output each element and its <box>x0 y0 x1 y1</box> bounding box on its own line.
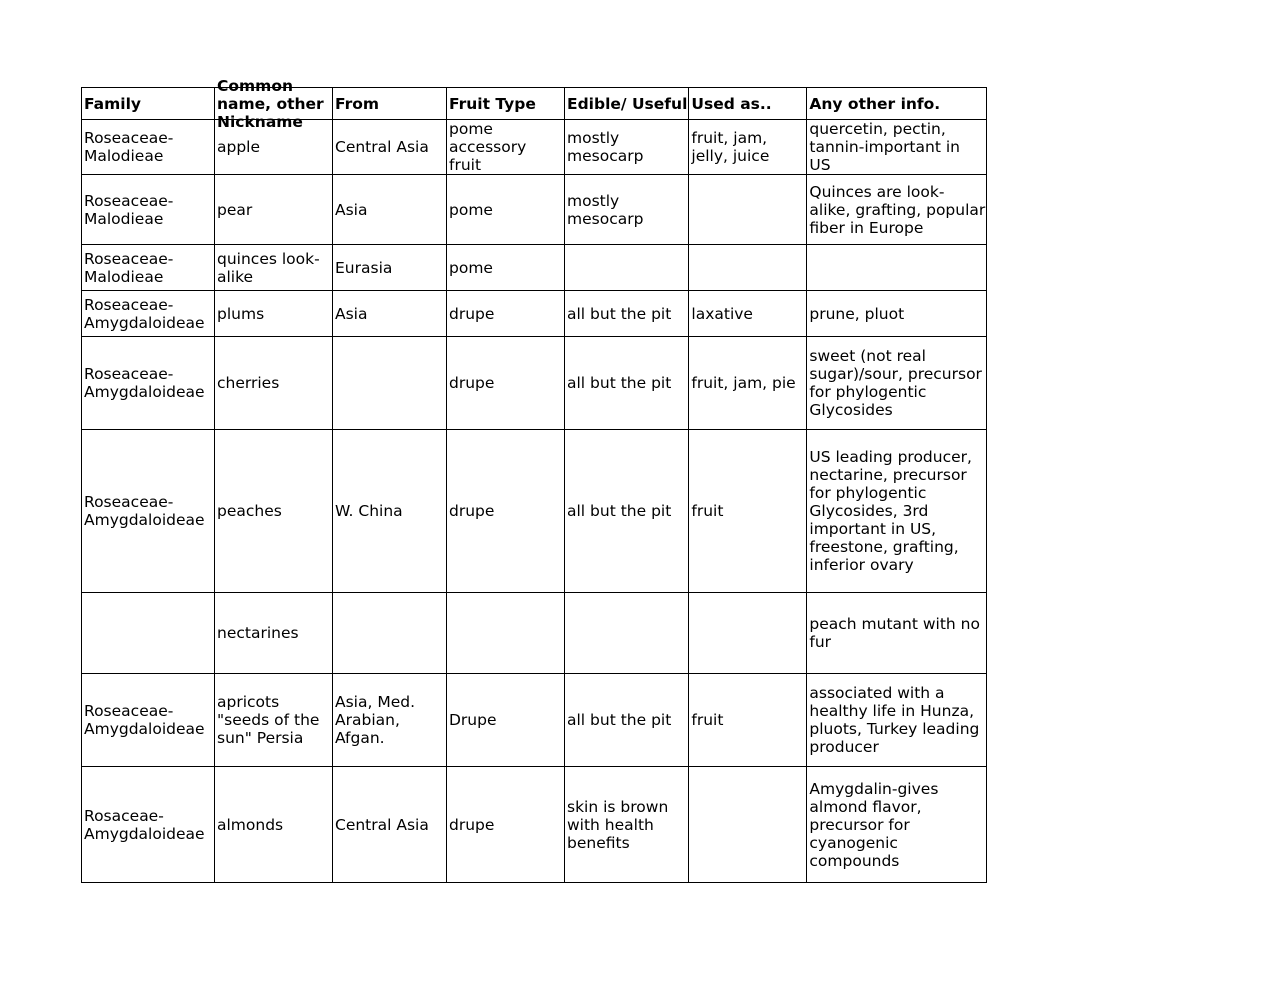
cell-fruit-type: pome accessory fruit <box>447 120 565 175</box>
cell-from: Central Asia <box>333 767 447 883</box>
cell-common-name: cherries <box>215 337 333 430</box>
cell-from: W. China <box>333 430 447 593</box>
header-cell: Edible/ Useful <box>565 88 689 120</box>
cell-other-info: US leading producer, nectarine, precursor for phylogentic Glycosides, 3rd important in US, freestone, grafting, inferior ovary <box>807 430 987 593</box>
header-cell: Any other info. <box>807 88 987 120</box>
table-row <box>82 175 987 245</box>
cell-used-as <box>689 767 807 883</box>
cell-used-as <box>689 175 807 245</box>
cell-edible <box>565 593 689 674</box>
cell-edible: all but the pit <box>565 291 689 337</box>
cell-edible: all but the pit <box>565 430 689 593</box>
cell-common-name: apple <box>215 120 333 175</box>
cell-fruit-type: drupe <box>447 767 565 883</box>
cell-from: Asia <box>333 175 447 245</box>
cell-family: Rosaceae-Amygdaloideae <box>82 767 215 883</box>
header-cell: Used as.. <box>689 88 807 120</box>
header-cell: From <box>333 88 447 120</box>
cell-used-as: laxative <box>689 291 807 337</box>
cell-used-as: fruit <box>689 430 807 593</box>
cell-common-name: quinces look-alike <box>215 245 333 291</box>
header-row <box>82 88 987 120</box>
cell-other-info: associated with a healthy life in Hunza, pluots, Turkey leading producer <box>807 674 987 767</box>
cell-fruit-type <box>447 593 565 674</box>
cell-edible: all but the pit <box>565 337 689 430</box>
cell-edible: mostly mesocarp <box>565 175 689 245</box>
header-cell: Fruit Type <box>447 88 565 120</box>
cell-other-info: Amygdalin-gives almond flavor, precursor for cyanogenic compounds <box>807 767 987 883</box>
cell-fruit-type: pome <box>447 175 565 245</box>
table-row <box>82 245 987 291</box>
cell-fruit-type: drupe <box>447 430 565 593</box>
cell-from: Asia, Med. Arabian, Afgan. <box>333 674 447 767</box>
cell-family: Roseaceae-Malodieae <box>82 245 215 291</box>
cell-used-as: fruit, jam, pie <box>689 337 807 430</box>
cell-edible <box>565 245 689 291</box>
cell-from: Eurasia <box>333 245 447 291</box>
table-row <box>82 674 987 767</box>
cell-family: Roseaceae-Amygdaloideae <box>82 291 215 337</box>
cell-fruit-type: Drupe <box>447 674 565 767</box>
cell-other-info: Quinces are look-alike, grafting, popular fiber in Europe <box>807 175 987 245</box>
cell-from: Central Asia <box>333 120 447 175</box>
cell-from <box>333 337 447 430</box>
cell-from <box>333 593 447 674</box>
cell-fruit-type: drupe <box>447 337 565 430</box>
cell-family: Roseaceae-Amygdaloideae <box>82 674 215 767</box>
cell-from: Asia <box>333 291 447 337</box>
cell-edible: skin is brown with health benefits <box>565 767 689 883</box>
cell-used-as <box>689 593 807 674</box>
table-row <box>82 593 987 674</box>
table-row <box>82 337 987 430</box>
cell-family: Roseaceae-Amygdaloideae <box>82 430 215 593</box>
cell-edible: mostly mesocarp <box>565 120 689 175</box>
cell-fruit-type: drupe <box>447 291 565 337</box>
table-row <box>82 767 987 883</box>
cell-common-name: plums <box>215 291 333 337</box>
cell-other-info: quercetin, pectin, tannin-important in US <box>807 120 987 175</box>
cell-common-name: pear <box>215 175 333 245</box>
cell-common-name: nectarines <box>215 593 333 674</box>
cell-edible: all but the pit <box>565 674 689 767</box>
cell-family: Roseaceae-Amygdaloideae <box>82 337 215 430</box>
table-row <box>82 291 987 337</box>
cell-family: Roseaceae-Malodieae <box>82 175 215 245</box>
cell-other-info <box>807 245 987 291</box>
cell-family: Roseaceae-Malodieae <box>82 120 215 175</box>
cell-used-as: fruit <box>689 674 807 767</box>
cell-other-info: prune, pluot <box>807 291 987 337</box>
cell-family <box>82 593 215 674</box>
cell-common-name: almonds <box>215 767 333 883</box>
cell-used-as: fruit, jam, jelly, juice <box>689 120 807 175</box>
cell-used-as <box>689 245 807 291</box>
cell-fruit-type: pome <box>447 245 565 291</box>
header-cell: Family <box>82 88 215 120</box>
cell-other-info: peach mutant with no fur <box>807 593 987 674</box>
cell-other-info: sweet (not real sugar)/sour, precursor for phylogentic Glycosides <box>807 337 987 430</box>
fruit-table <box>81 76 987 883</box>
cell-common-name: apricots "seeds of the sun" Persia <box>215 674 333 767</box>
header-cell: Common name, other Nickname <box>215 88 333 120</box>
table-row <box>82 430 987 593</box>
cell-common-name: peaches <box>215 430 333 593</box>
